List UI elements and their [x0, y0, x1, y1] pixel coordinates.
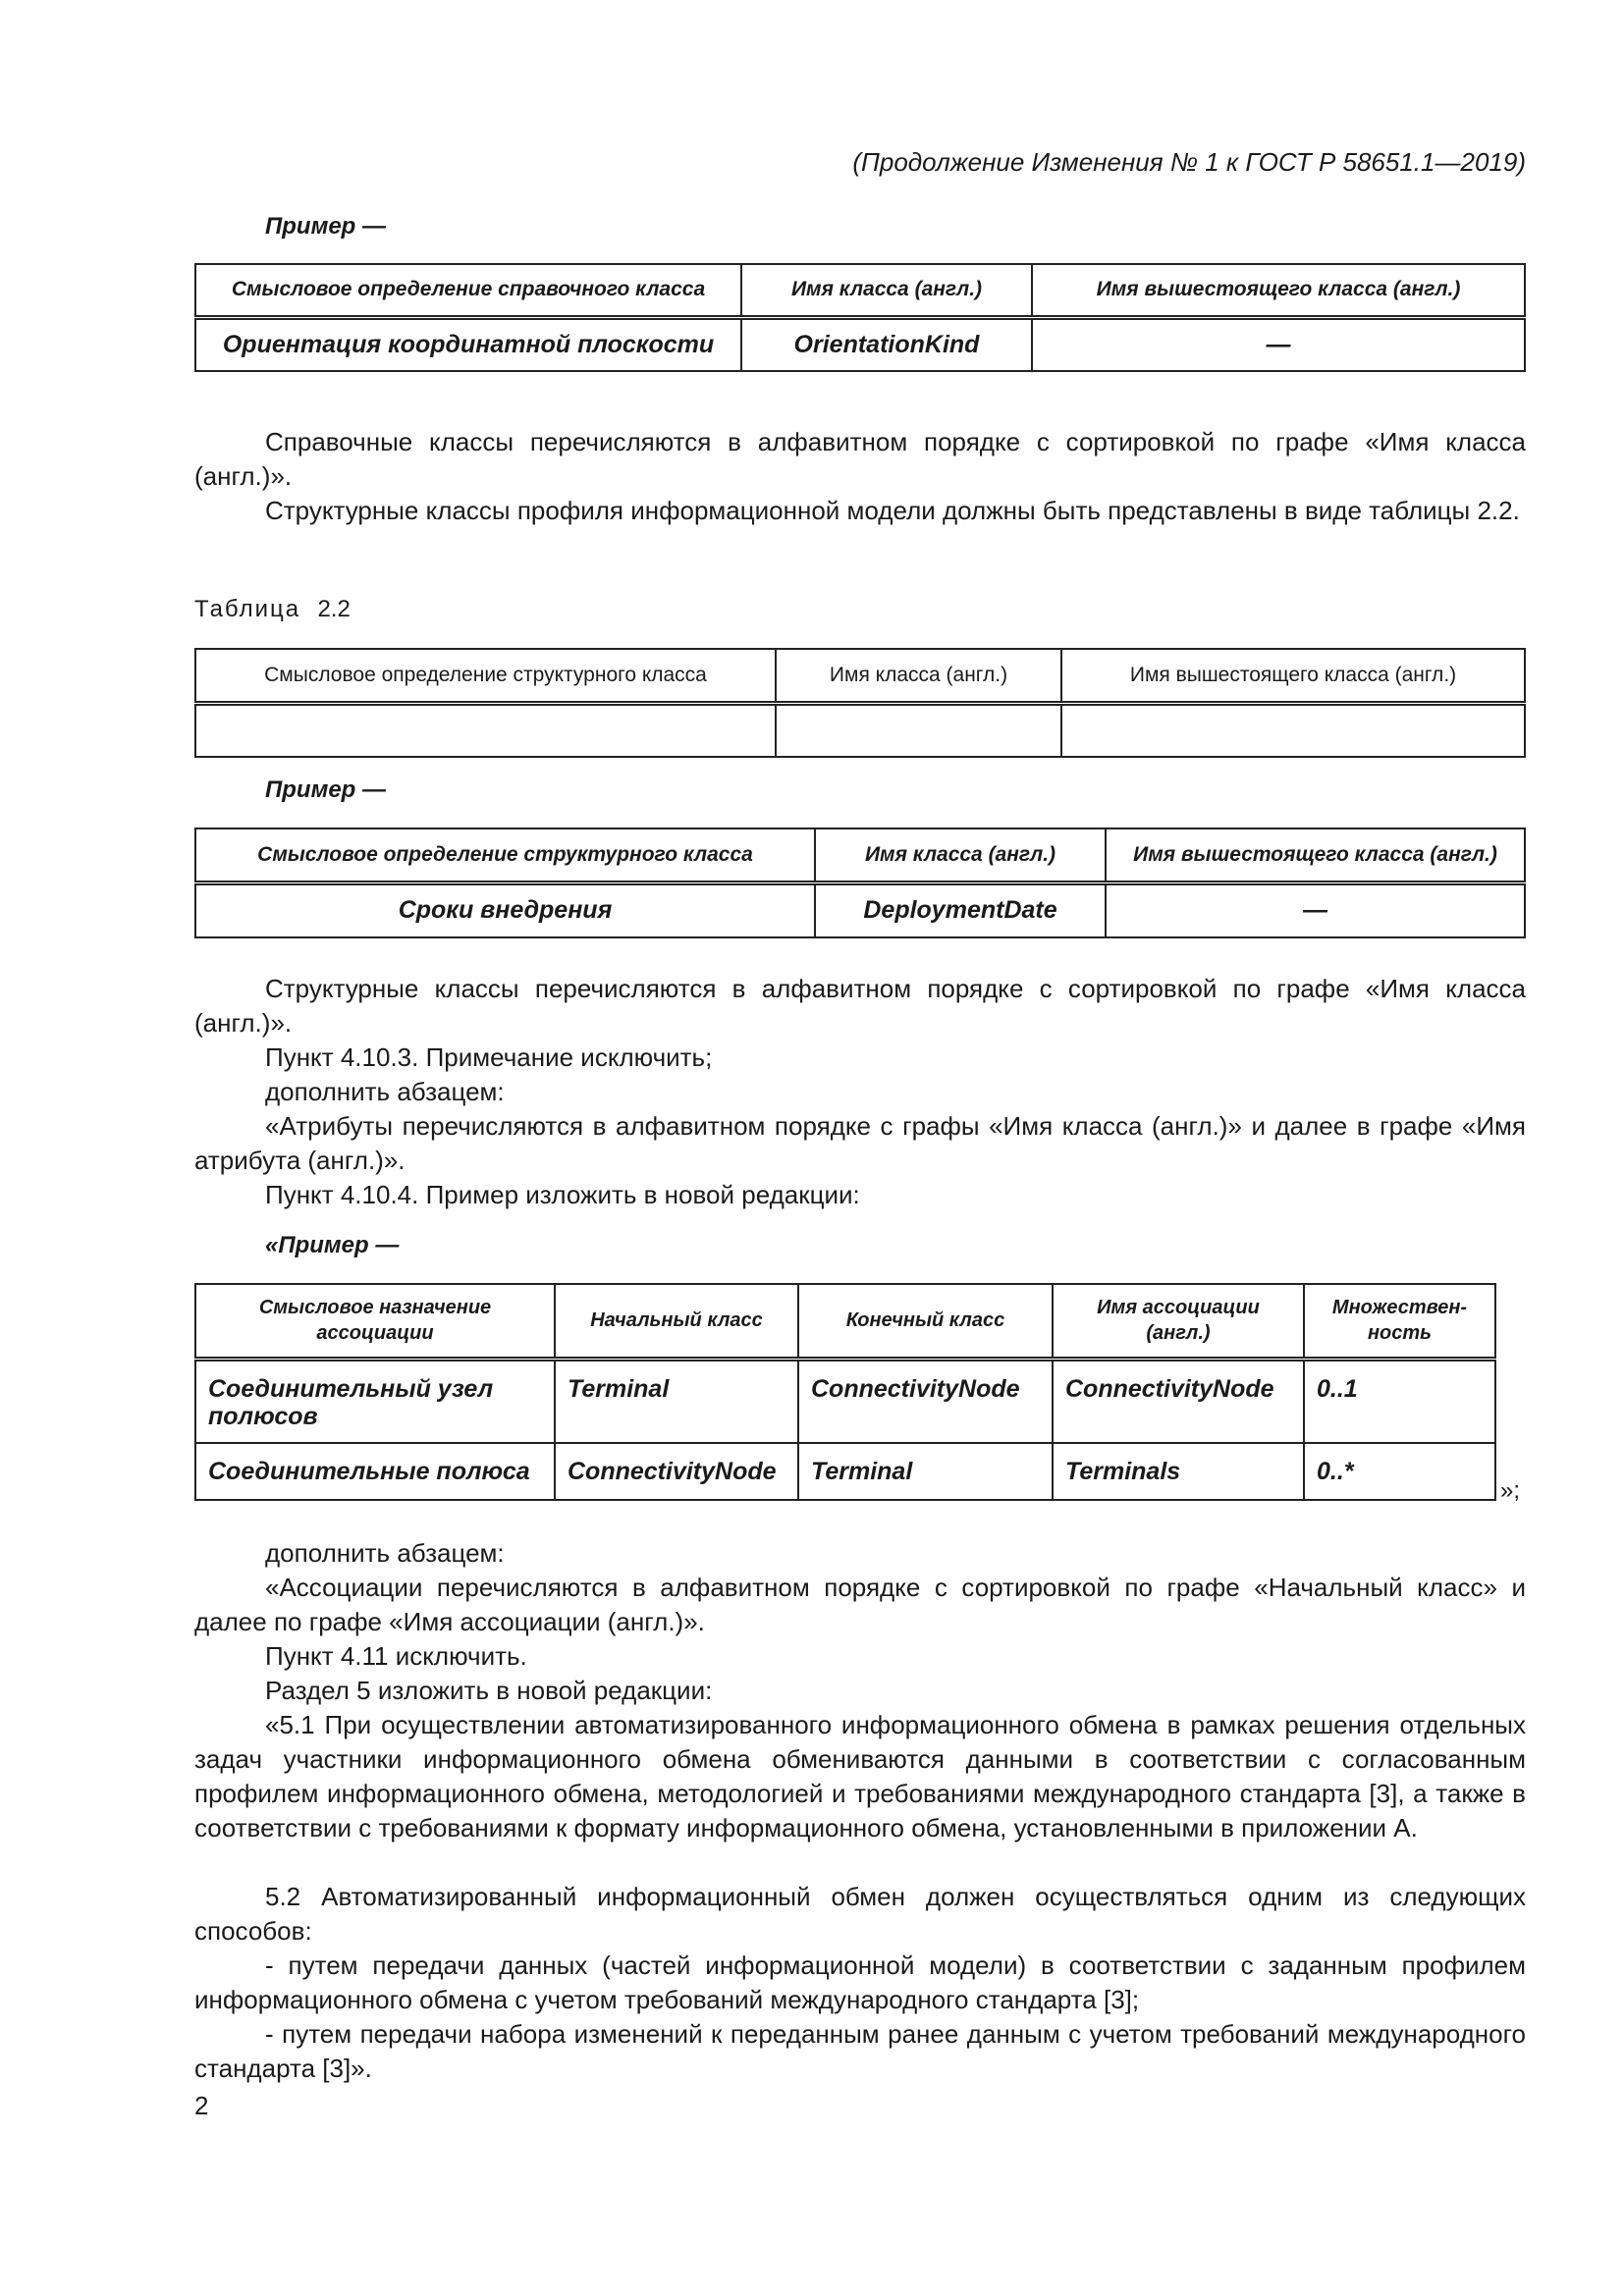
paragraph: Раздел 5 изложить в новой редакции: — [265, 1676, 713, 1705]
table-cell: ConnectivityNode — [798, 1359, 1053, 1443]
page-number: 2 — [194, 2091, 209, 2120]
example-structural-class-table — [194, 828, 1526, 938]
table-cell: 0..1 — [1304, 1359, 1495, 1443]
paragraph: «5.1 При осуществлении автоматизированного информационного обмена в рамках решения отдельных задач участники информационного обмена обмениваются данными в соответствии с согласованным профилем информационного обмена, методологией и требованиями международного стандарта [3], а также в соответствии с требованиями к формату информационного обмена, установленными в приложении А. — [194, 1710, 1526, 1842]
example-label: «Пример — — [265, 1232, 400, 1258]
paragraph: Справочные классы перечисляются в алфавитном порядке с сортировкой по графе «Имя класса (англ.)». — [194, 427, 1526, 491]
paragraph: - путем передачи данных (частей информационной модели) в соответствии с заданным профилем информационного обмена с учетом требований международного стандарта [3]; — [194, 1950, 1526, 2014]
table-row — [195, 703, 1525, 757]
table-cell — [195, 703, 776, 757]
table-header-row — [195, 649, 1525, 703]
table-header-cell: Имя класса (англ.) — [741, 264, 1032, 317]
example-label: Пример — — [265, 776, 387, 803]
paragraph: Структурные классы профиля информационной модели должны быть представлены в виде таблицы 2.2. — [265, 496, 1520, 525]
table-cell: Соединительные полюса — [195, 1443, 555, 1500]
table-header-cell: Имя вышестоящего класса (англ.) — [1106, 828, 1525, 882]
table-header-cell: Смысловое назначение ассоциации — [195, 1284, 555, 1359]
table-cell: Terminal — [798, 1443, 1053, 1500]
table-header-row — [195, 1284, 1495, 1359]
table-header-cell: Конечный класс — [798, 1284, 1053, 1359]
table-header-cell: Множествен- ность — [1304, 1284, 1495, 1359]
closing-quote: »; — [1500, 1477, 1521, 1504]
table-header-cell: Начальный класс — [555, 1284, 798, 1359]
table-cell: — — [1106, 882, 1525, 937]
paragraph: Пункт 4.11 исключить. — [265, 1641, 527, 1671]
paragraph: дополнить абзацем: — [265, 1077, 505, 1106]
table-caption-label: Таблица — [194, 596, 301, 622]
table-2-2 — [194, 648, 1526, 758]
table-header-cell: Имя класса (англ.) — [776, 649, 1061, 703]
paragraph: Структурные классы перечисляются в алфавитном порядке с сортировкой по графе «Имя класса (англ.)». — [194, 974, 1526, 1038]
table-row — [195, 317, 1525, 371]
paragraph: Пункт 4.10.4. Пример изложить в новой редакции: — [265, 1180, 860, 1209]
paragraph: «Ассоциации перечисляются в алфавитном порядке с сортировкой по графе «Начальный класс» и далее по графе «Имя ассоциации (англ.)». — [194, 1573, 1526, 1636]
table-cell: ConnectivityNode — [1053, 1359, 1304, 1443]
table-header-cell: Имя вышестоящего класса (англ.) — [1061, 649, 1525, 703]
table-cell: ConnectivityNode — [555, 1443, 798, 1500]
table-row — [195, 1443, 1495, 1500]
table-row — [195, 1359, 1495, 1443]
table-cell: OrientationKind — [741, 317, 1032, 371]
table-caption — [194, 596, 351, 623]
paragraph: - путем передачи набора изменений к переданным ранее данным с учетом требований международного стандарта [3]». — [194, 2019, 1526, 2083]
table-cell: — — [1032, 317, 1525, 371]
table-header-row — [195, 264, 1525, 317]
table-row — [195, 882, 1525, 937]
table-cell: Сроки внедрения — [195, 882, 815, 937]
table-cell — [776, 703, 1061, 757]
table-header-row — [195, 828, 1525, 882]
table-caption-number: 2.2 — [317, 596, 351, 622]
table-header-cell: Смысловое определение структурного класса — [195, 828, 815, 882]
document-header: (Продолжение Изменения № 1 к ГОСТ Р 58651.1—2019) — [852, 147, 1526, 177]
paragraph: дополнить абзацем: — [265, 1538, 505, 1568]
table-cell: Terminal — [555, 1359, 798, 1443]
table-header-cell: Смысловое определение справочного класса — [195, 264, 741, 317]
example-reference-class-table — [194, 263, 1526, 372]
table-header-cell: Имя вышестоящего класса (англ.) — [1032, 264, 1525, 317]
paragraph: Пункт 4.10.3. Примечание исключить; — [265, 1042, 713, 1072]
table-header-cell: Имя класса (англ.) — [815, 828, 1106, 882]
table-cell: 0..* — [1304, 1443, 1495, 1500]
table-cell: Ориентация координатной плоскости — [195, 317, 741, 371]
example-label: Пример — — [265, 213, 387, 240]
table-header-cell: Смысловое определение структурного класса — [195, 649, 776, 703]
paragraph: 5.2 Автоматизированный информационный обмен должен осуществляться одним из следующих способов: — [194, 1882, 1526, 1946]
paragraph: «Атрибуты перечисляются в алфавитном порядке с графы «Имя класса (англ.)» и далее в графе «Имя атрибута (англ.)». — [194, 1111, 1526, 1175]
table-cell: DeploymentDate — [815, 882, 1106, 937]
table-cell — [1061, 703, 1525, 757]
table-cell: Соединительный узел полюсов — [195, 1359, 555, 1443]
example-association-table — [194, 1283, 1496, 1501]
table-cell: Terminals — [1053, 1443, 1304, 1500]
table-header-cell: Имя ассоциации (англ.) — [1053, 1284, 1304, 1359]
